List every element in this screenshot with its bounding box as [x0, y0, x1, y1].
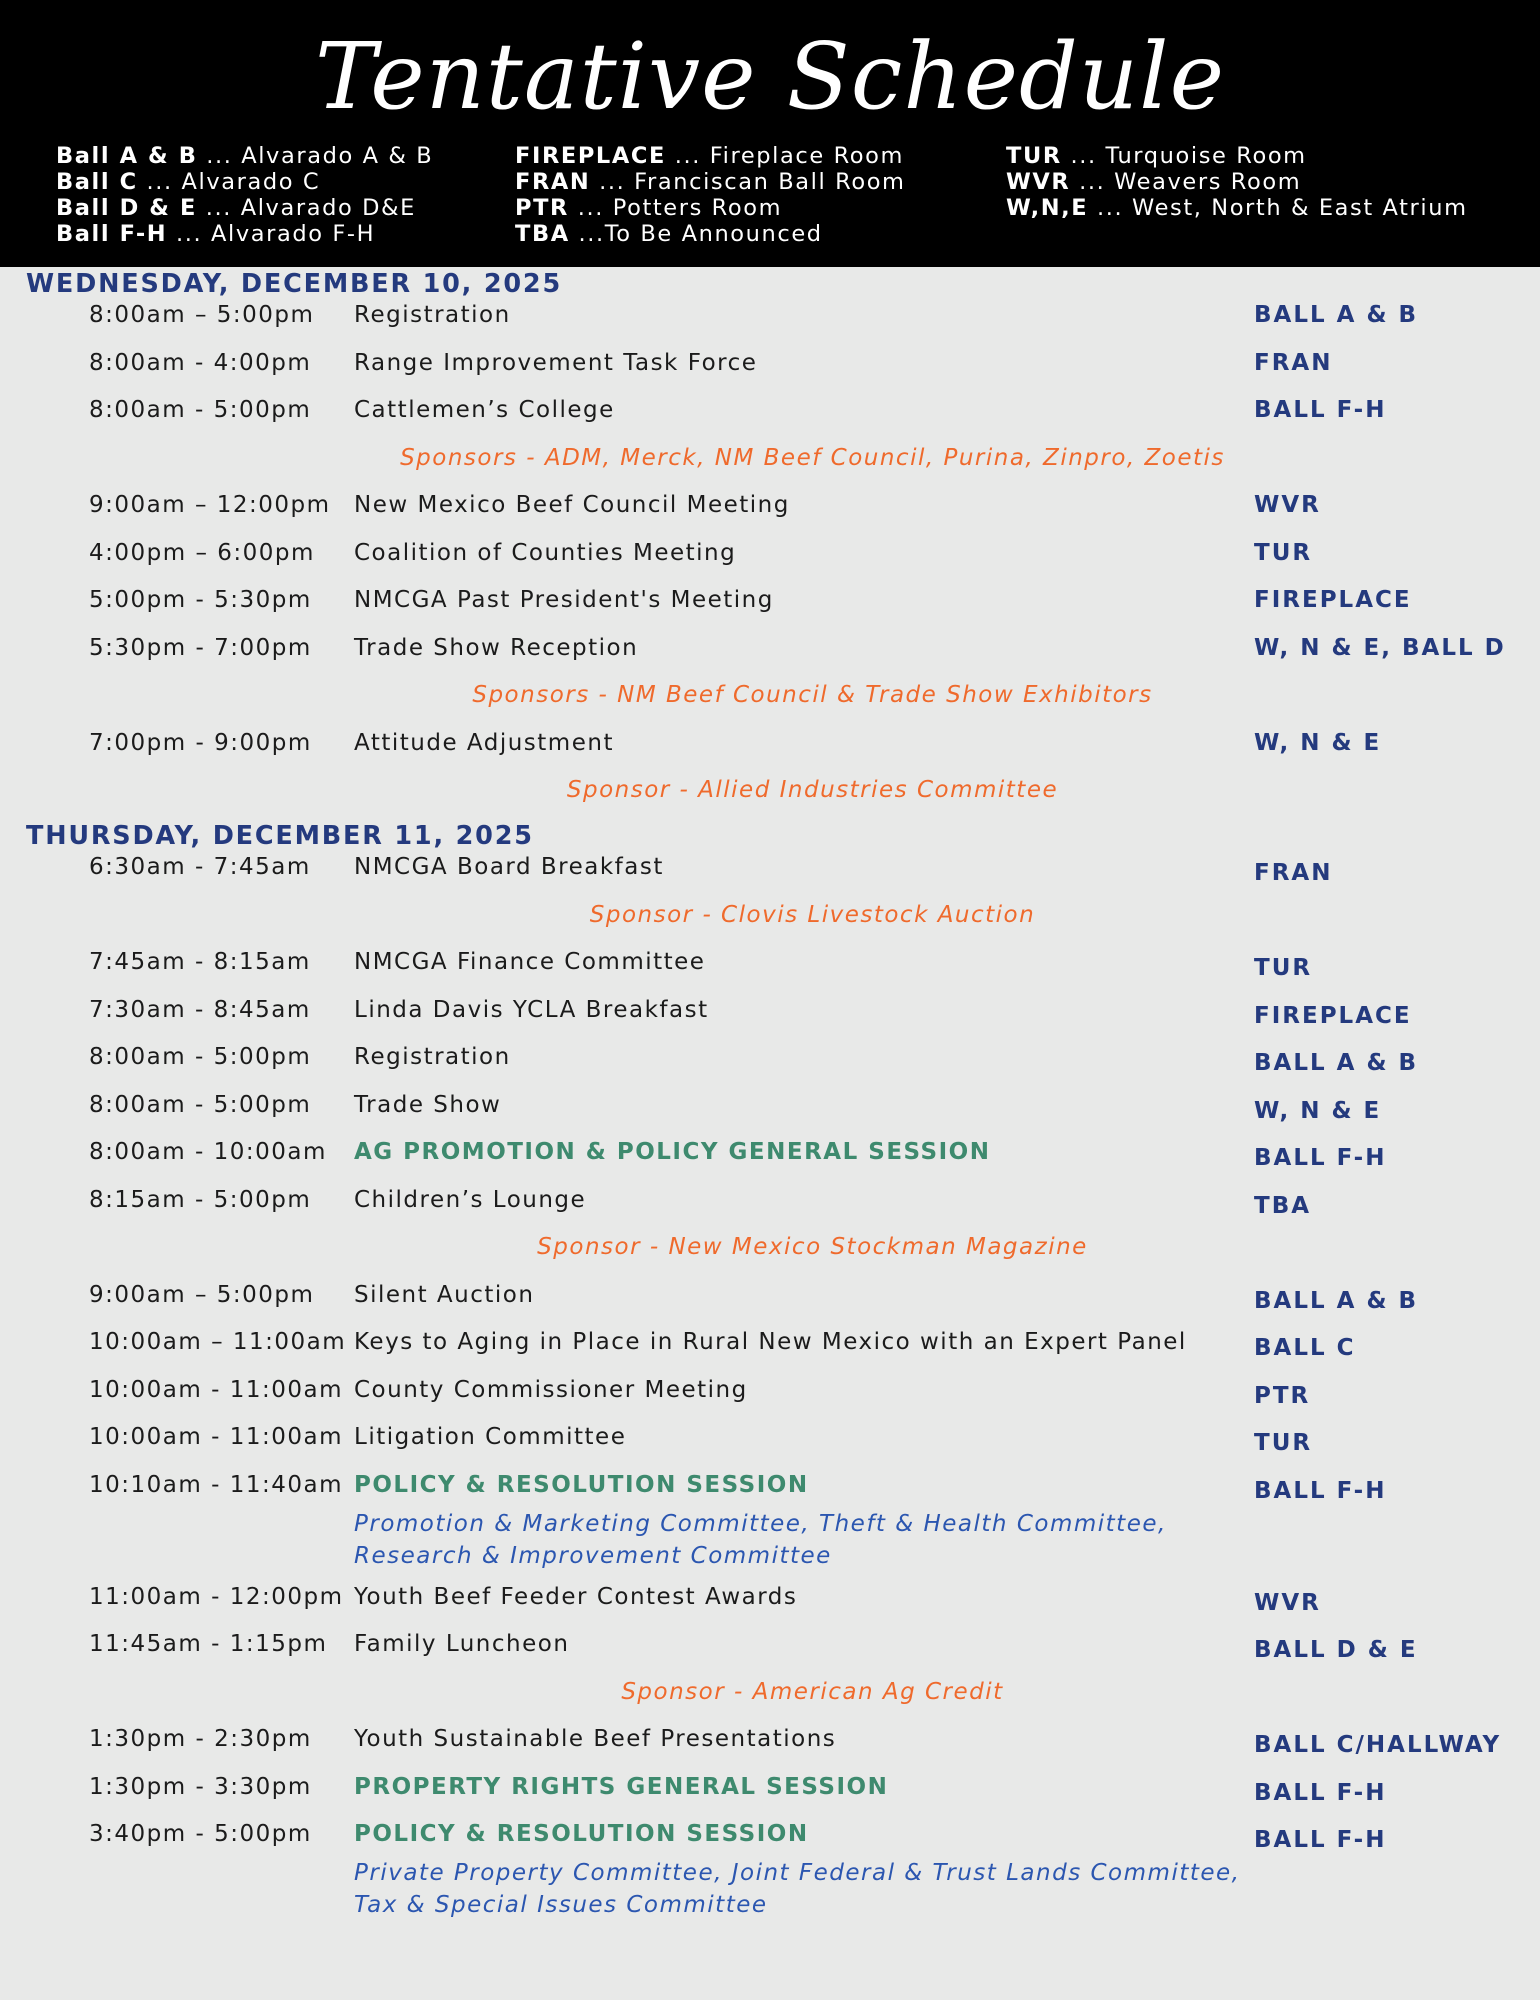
location-code: FIREPLACE [1254, 587, 1412, 613]
session-title: PROPERTY RIGHTS GENERAL SESSION [354, 1773, 889, 1800]
time-range: 9:00am – 12:00pm [89, 492, 331, 518]
time-range: 4:00pm – 6:00pm [89, 539, 315, 566]
legend-item: PTR ... Potters Room [515, 195, 783, 221]
header-banner [0, 0, 1540, 267]
location-code: BALL A & B [1254, 1050, 1419, 1076]
legend-item: Ball F-H ... Alvarado F-H [56, 221, 376, 247]
room-legend-column-3 [1006, 143, 1468, 221]
time-range: 1:30pm - 3:30pm [89, 1773, 312, 1800]
event-name: NMCGA Past President's Meeting [354, 587, 774, 613]
location-code: BALL F-H [1254, 1827, 1387, 1853]
event-name: Range Improvement Task Force [354, 349, 758, 376]
event-name: Youth Sustainable Beef Presentations [354, 1726, 837, 1752]
event-name: Attitude Adjustment [354, 729, 614, 756]
day-heading: WEDNESDAY, DECEMBER 10, 2025 [26, 269, 562, 299]
time-range: 10:00am - 11:00am [89, 1424, 343, 1450]
event-name: Silent Auction [354, 1281, 535, 1308]
event-name: Linda Davis YCLA Breakfast [354, 996, 709, 1023]
event-name: Family Luncheon [354, 1631, 570, 1657]
location-code: TUR [1254, 539, 1313, 566]
location-code: W, N & E [1254, 1097, 1382, 1124]
legend-item: TUR ... Turquoise Room [1006, 143, 1307, 169]
committee-list-line: Private Property Committee, Joint Federal & Trust Lands Committee, [354, 1860, 1241, 1886]
legend-item: Ball A & B ... Alvarado A & B [56, 143, 434, 169]
sponsor-note: Sponsors - ADM, Merck, NM Beef Council, Purina, Zinpro, Zoetis [400, 444, 1225, 471]
time-range: 6:30am - 7:45am [89, 854, 311, 880]
event-name: NMCGA Board Breakfast [354, 854, 664, 880]
legend-item: WVR ... Weavers Room [1006, 169, 1302, 195]
event-name: Registration [354, 1044, 511, 1070]
time-range: 8:00am - 10:00am [89, 1139, 327, 1165]
time-range: 8:00am - 4:00pm [89, 349, 312, 376]
event-name: Keys to Aging in Place in Rural New Mexico with an Expert Panel [354, 1329, 1187, 1355]
legend-item: Ball D & E ... Alvarado D&E [56, 195, 416, 221]
location-code: PTR [1254, 1382, 1311, 1409]
location-code: BALL C/HALLWAY [1254, 1732, 1502, 1758]
time-range: 11:00am - 12:00pm [89, 1583, 344, 1610]
time-range: 5:00pm - 5:30pm [89, 587, 312, 613]
legend-item: W,N,E ... West, North & East Atrium [1006, 195, 1468, 221]
event-name: Registration [354, 302, 511, 328]
time-range: 10:00am – 11:00am [89, 1329, 347, 1355]
day-heading: THURSDAY, DECEMBER 11, 2025 [26, 821, 534, 851]
legend-item: FIREPLACE ... Fireplace Room [515, 143, 905, 169]
time-range: 7:45am - 8:15am [89, 949, 311, 975]
event-name: Trade Show [354, 1091, 502, 1118]
location-code: BALL A & B [1254, 302, 1419, 328]
location-code: TUR [1254, 955, 1313, 981]
location-code: BALL F-H [1254, 1145, 1387, 1171]
sponsor-note: Sponsor - Clovis Livestock Auction [589, 901, 1036, 928]
time-range: 8:00am - 5:00pm [89, 397, 312, 423]
time-range: 8:00am – 5:00pm [89, 302, 315, 328]
time-range: 3:40pm - 5:00pm [89, 1821, 312, 1847]
time-range: 8:00am - 5:00pm [89, 1091, 312, 1118]
event-name: Children’s Lounge [354, 1186, 587, 1213]
sponsor-note: Sponsor - American Ag Credit [621, 1678, 1004, 1705]
location-code: BALL F-H [1254, 397, 1387, 423]
sponsor-note: Sponsor - New Mexico Stockman Magazine [537, 1234, 1088, 1260]
location-code: WVR [1254, 492, 1321, 518]
room-legend-column-1 [56, 143, 433, 247]
location-code: FRAN [1254, 860, 1333, 886]
sponsor-note: Sponsor - Allied Industries Committee [566, 777, 1059, 803]
time-range: 11:45am - 1:15pm [89, 1631, 328, 1657]
location-code: W, N & E [1254, 729, 1382, 756]
location-code: BALL F-H [1254, 1477, 1387, 1504]
committee-list-line: Promotion & Marketing Committee, Theft & Health Committee, [354, 1510, 1167, 1537]
session-title: AG PROMOTION & POLICY GENERAL SESSION [354, 1139, 991, 1165]
time-range: 7:00pm - 9:00pm [89, 729, 312, 756]
event-name: NMCGA Finance Committee [354, 949, 706, 975]
legend-item: TBA ...To Be Announced [515, 221, 823, 247]
event-name: County Commissioner Meeting [354, 1376, 748, 1403]
event-name: Litigation Committee [354, 1424, 627, 1450]
event-name: Trade Show Reception [354, 634, 639, 661]
event-name: Cattlemen’s College [354, 397, 615, 423]
location-code: FIREPLACE [1254, 1002, 1412, 1029]
location-code: TBA [1254, 1192, 1312, 1219]
location-code: BALL A & B [1254, 1287, 1419, 1314]
location-code: BALL C [1254, 1335, 1356, 1361]
event-name: Youth Beef Feeder Contest Awards [354, 1583, 798, 1610]
time-range: 1:30pm - 2:30pm [89, 1726, 312, 1752]
legend-item: Ball C ... Alvarado C [56, 169, 321, 195]
event-name: Coalition of Counties Meeting [354, 539, 737, 566]
location-code: WVR [1254, 1589, 1321, 1616]
time-range: 8:00am - 5:00pm [89, 1044, 312, 1070]
location-code: FRAN [1254, 349, 1333, 376]
time-range: 9:00am – 5:00pm [89, 1281, 315, 1308]
time-range: 10:10am - 11:40am [89, 1471, 343, 1498]
sponsor-note: Sponsors - NM Beef Council & Trade Show Exhibitors [472, 682, 1153, 708]
session-title: POLICY & RESOLUTION SESSION [354, 1821, 809, 1847]
time-range: 5:30pm - 7:00pm [89, 634, 312, 661]
time-range: 7:30am - 8:45am [89, 996, 311, 1023]
room-legend-column-2 [515, 143, 906, 247]
page-title: Tentative Schedule [314, 23, 1226, 130]
location-code: BALL F-H [1254, 1779, 1387, 1806]
location-code: W, N & E, BALL D [1254, 634, 1506, 661]
time-range: 10:00am - 11:00am [89, 1376, 343, 1403]
committee-list-line: Tax & Special Issues Committee [354, 1892, 768, 1918]
legend-item: FRAN ... Franciscan Ball Room [515, 169, 906, 195]
committee-list-line: Research & Improvement Committee [354, 1542, 832, 1569]
location-code: TUR [1254, 1430, 1313, 1456]
location-code: BALL D & E [1254, 1637, 1418, 1663]
event-name: New Mexico Beef Council Meeting [354, 492, 790, 518]
session-title: POLICY & RESOLUTION SESSION [354, 1471, 809, 1498]
time-range: 8:15am - 5:00pm [89, 1186, 312, 1213]
